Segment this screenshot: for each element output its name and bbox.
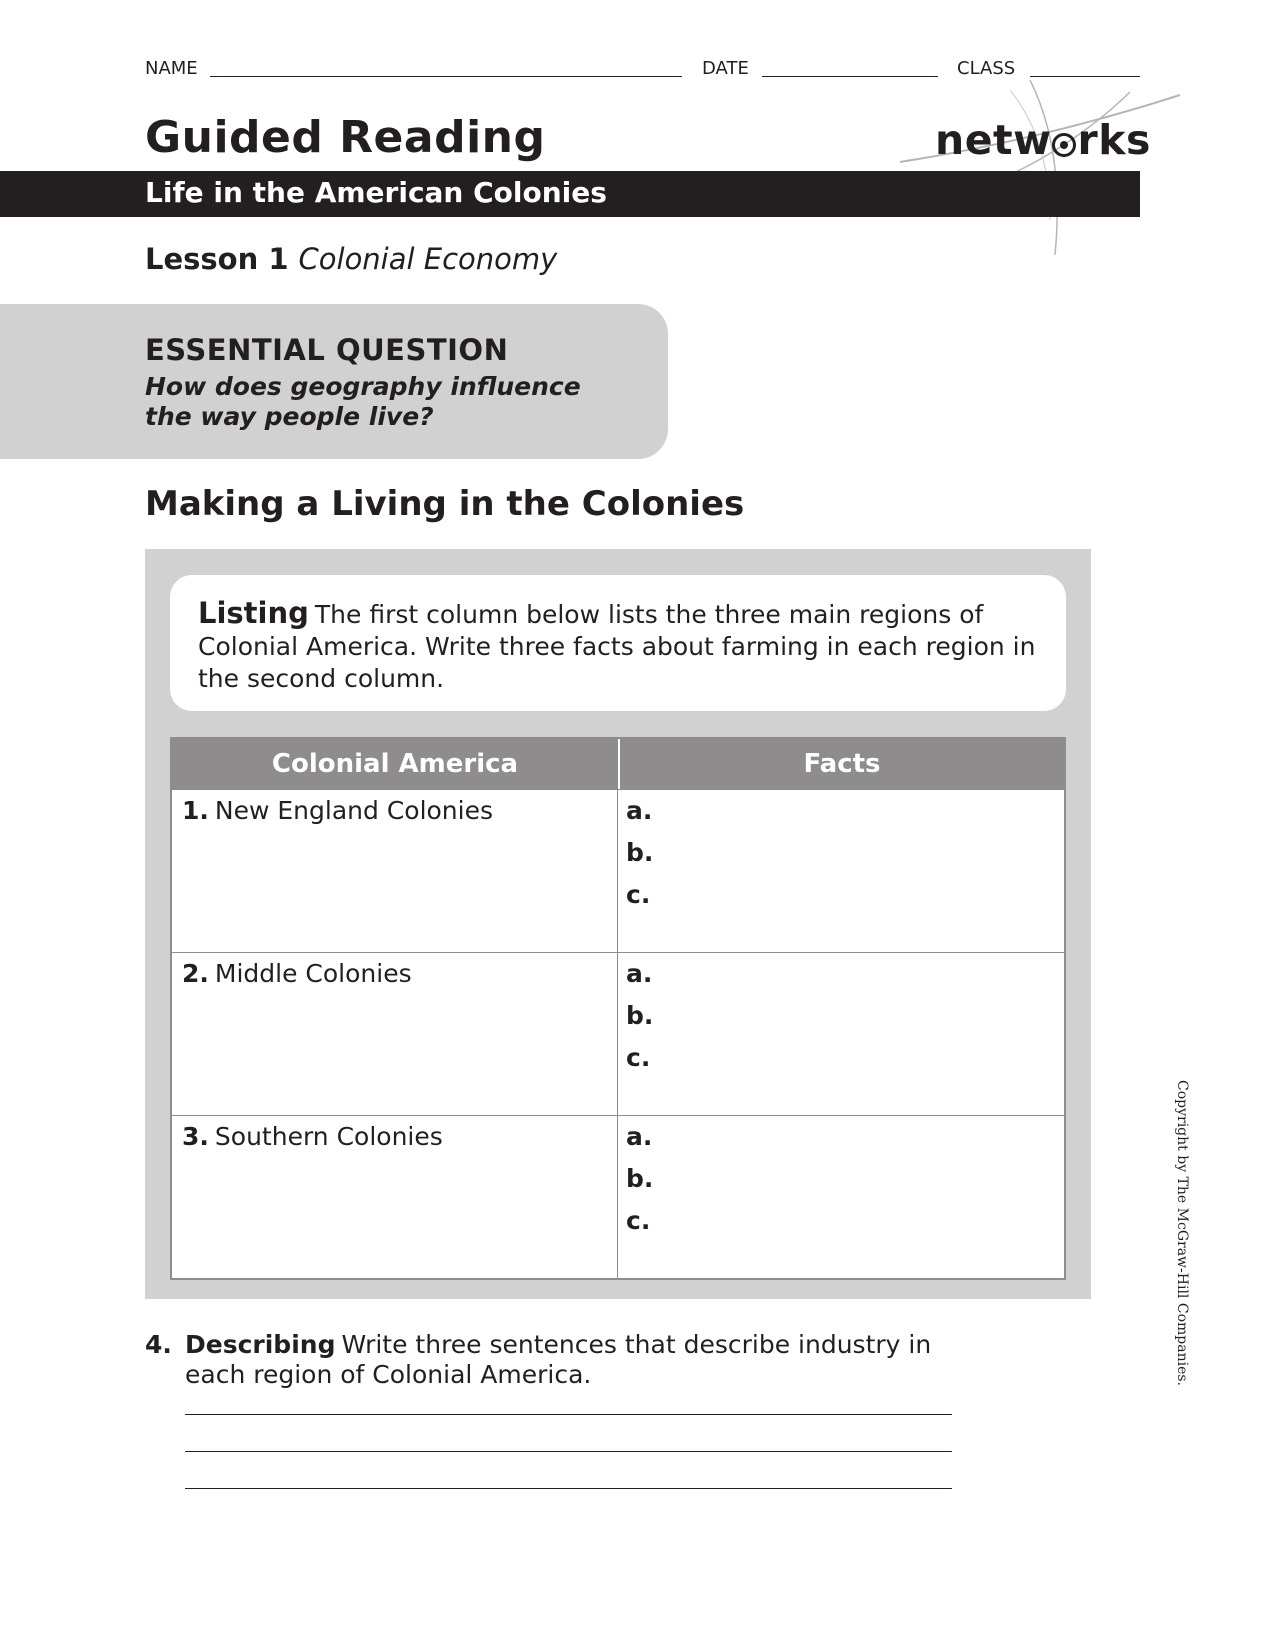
table-header — [172, 739, 1064, 789]
table-row — [172, 952, 1064, 1115]
essential-question-text: How does geography influence the way people live? — [145, 372, 581, 431]
essential-question-heading: ESSENTIAL QUESTION — [145, 333, 509, 367]
name-label: NAME — [145, 58, 198, 79]
region-cell: 3. Southern Colonies — [172, 1116, 618, 1278]
date-field[interactable] — [762, 76, 938, 77]
class-field[interactable] — [1030, 76, 1140, 77]
facts-cell[interactable]: a. b. c. — [626, 1122, 654, 1235]
page-title: Guided Reading — [145, 112, 546, 163]
logo-swoosh-decoration — [890, 80, 1190, 260]
column-header-colonial-america: Colonial America — [172, 739, 620, 789]
lesson-heading: Lesson 1 Colonial Economy — [145, 242, 558, 276]
instructions-text: Listing The first column below lists the three main regions of Colonial America. Write three facts about farming in each region in the second column. — [198, 596, 1036, 693]
region-cell: 1. New England Colonies — [172, 790, 618, 952]
facts-cell[interactable]: a. b. c. — [626, 959, 654, 1072]
date-label: DATE — [702, 58, 749, 79]
answer-line[interactable] — [185, 1488, 952, 1489]
logo-ring-icon — [1052, 133, 1076, 157]
name-field[interactable] — [210, 76, 682, 77]
banner-title: Life in the American Colonies — [145, 176, 607, 209]
region-cell: 2. Middle Colonies — [172, 953, 618, 1115]
column-header-facts: Facts — [803, 749, 881, 779]
table-row — [172, 789, 1064, 952]
question-4: 4. Describing Write three sentences that describe industry in each region of Colonial America. — [145, 1330, 932, 1389]
networks-logo: netw rks — [935, 116, 1151, 164]
class-label: CLASS — [957, 58, 1016, 79]
copyright-notice: Copyright by The McGraw-Hill Companies. — [1174, 1080, 1190, 1386]
facts-cell[interactable]: a. b. c. — [626, 796, 654, 909]
answer-line[interactable] — [185, 1414, 952, 1415]
section-title: Making a Living in the Colonies — [145, 484, 745, 524]
table-row — [172, 1115, 1064, 1278]
answer-line[interactable] — [185, 1451, 952, 1452]
facts-table — [170, 737, 1066, 1280]
